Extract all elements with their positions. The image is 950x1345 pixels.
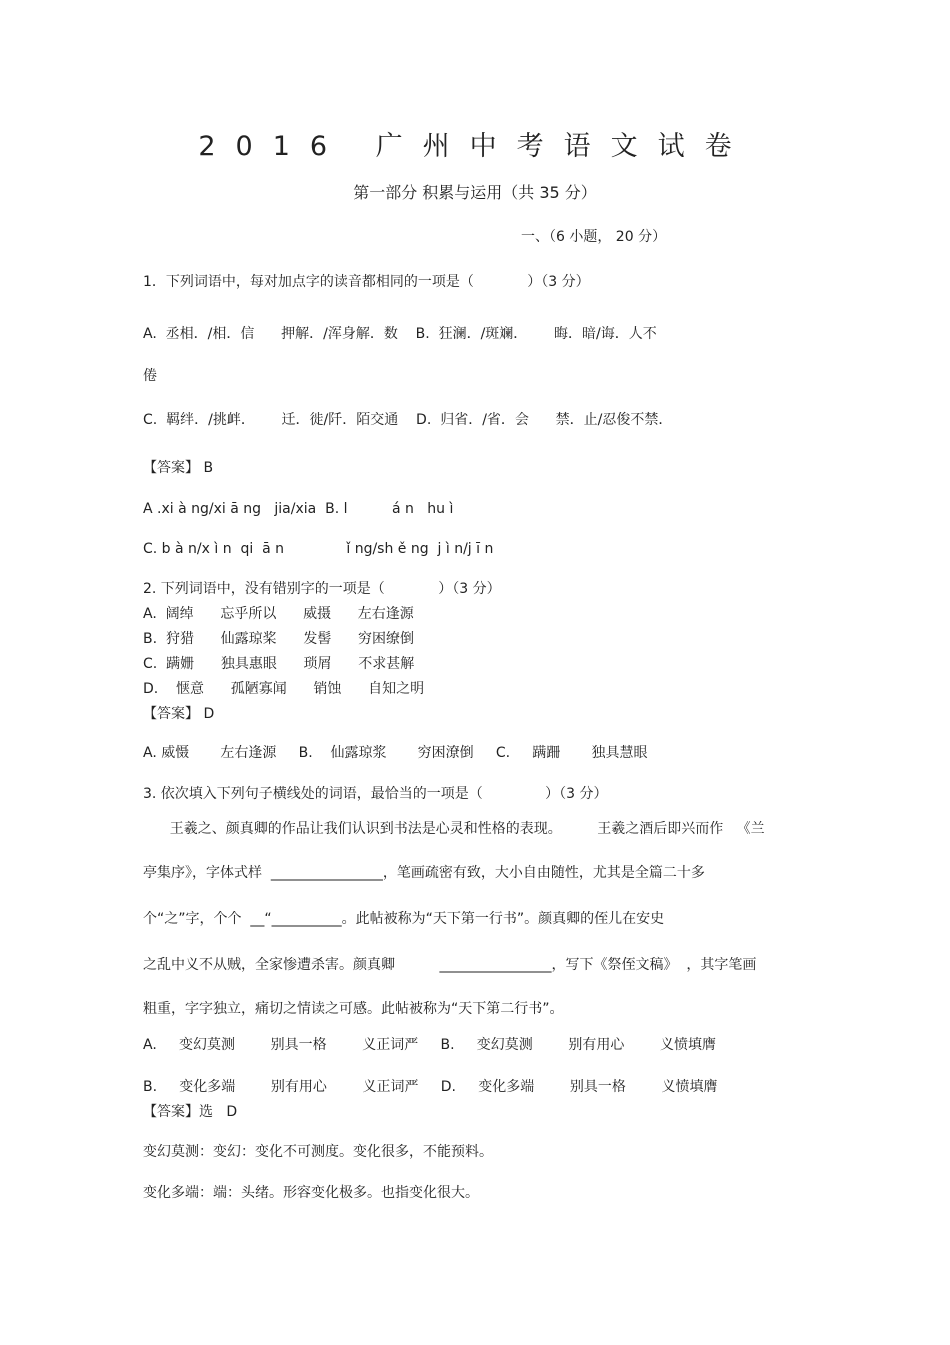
q2-answer: 【答案】 D xyxy=(143,706,215,722)
q3-explain-2: 变化多端：端：头绪。形容变化极多。也指变化很大。 xyxy=(143,1185,479,1201)
question-3: 3. 依次填入下列句子横线处的词语，最恰当的一项是（ ）（3 分） xyxy=(143,786,608,802)
q3-options-ab: A. 变幻莫测 别具一格 义正词严 B. 变幻莫测 别有用心 义愤填膺 xyxy=(143,1037,716,1053)
document-title: 2016 广州中考语文试卷 xyxy=(198,131,752,162)
q1-answer: 【答案】 B xyxy=(143,460,214,476)
q1-explain-a: A .xi à ng/xi ā ng jia/xia B. l á n hu ì xyxy=(143,501,454,517)
q2-option-d: D. 惬意 孤陋寡闻 销蚀 自知之明 xyxy=(143,681,425,697)
q3-options-bd: B. 变化多端 别有用心 义正词严 D. 变化多端 别具一格 义愤填膺 xyxy=(143,1079,718,1095)
q3-passage-line-5: 粗重，字字独立，痛切之情读之可感。此帖被称为“天下第二行书”。 xyxy=(143,1001,564,1017)
q3-explain-1: 变幻莫测：变幻：变化不可测度。变化很多，不能预料。 xyxy=(143,1144,493,1160)
q3-passage-line-3: 个“之”字，个个 __“__________。此帖被称为“天下第一行书”。颜真卿的侄儿在安史 xyxy=(143,911,665,927)
q2-option-c: C. 蹒姗 独具惠眼 琐屑 不求甚解 xyxy=(143,656,415,672)
q3-passage-line-2: 亭集序》，字体式样 ________________，笔画疏密有致，大小自由随性，尤其是全篇二十多 xyxy=(143,865,705,881)
question-1: 1．下列词语中，每对加点字的读音都相同的一项是（ ）（3 分） xyxy=(143,274,590,290)
q1-options-ab: A. 丞相．/相．信 押解．/浑身解．数 B. 狂澜．/斑斓． 晦．暗/诲．人不 xyxy=(143,326,657,342)
q3-passage-line-4: 之乱中义不从贼，全家惨遭杀害。颜真卿 ________________，写下《祭侄文稿》 ，其字笔画 xyxy=(143,957,757,973)
q1-explain-c: C. b à n/x ì n qi ā n ǐ ng/sh ě ng j ì n/j ī n xyxy=(143,541,494,557)
part-heading: 第一部分 积累与运用（共 35 分） xyxy=(353,183,597,202)
question-2: 2. 下列词语中，没有错别字的一项是（ ）（3 分） xyxy=(143,581,501,597)
section-heading: 一、（6 小题， 20 分） xyxy=(521,229,667,245)
q2-option-b: B. 狩猎 仙露琼桨 发髻 穷困缭倒 xyxy=(143,631,415,647)
q3-answer: 【答案】选 D xyxy=(143,1104,238,1120)
q3-passage-line-1: 王羲之、颜真卿的作品让我们认识到书法是心灵和性格的表现。 王羲之酒后即兴而作 《兰 xyxy=(143,821,765,837)
q2-explain: A. 威慑 左右逢源 B. 仙露琼浆 穷困潦倒 C. 蹒跚 独具慧眼 xyxy=(143,745,648,761)
q2-option-a: A. 阔绰 忘乎所以 威摄 左右逢源 xyxy=(143,606,414,622)
q1-options-ab-cont: 倦 xyxy=(143,368,157,384)
q1-options-cd: C. 羁绊．/挑衅． 迁．徙/阡．陌交通 D. 归省．/省．会 禁．止/忍俊不禁． xyxy=(143,412,673,428)
